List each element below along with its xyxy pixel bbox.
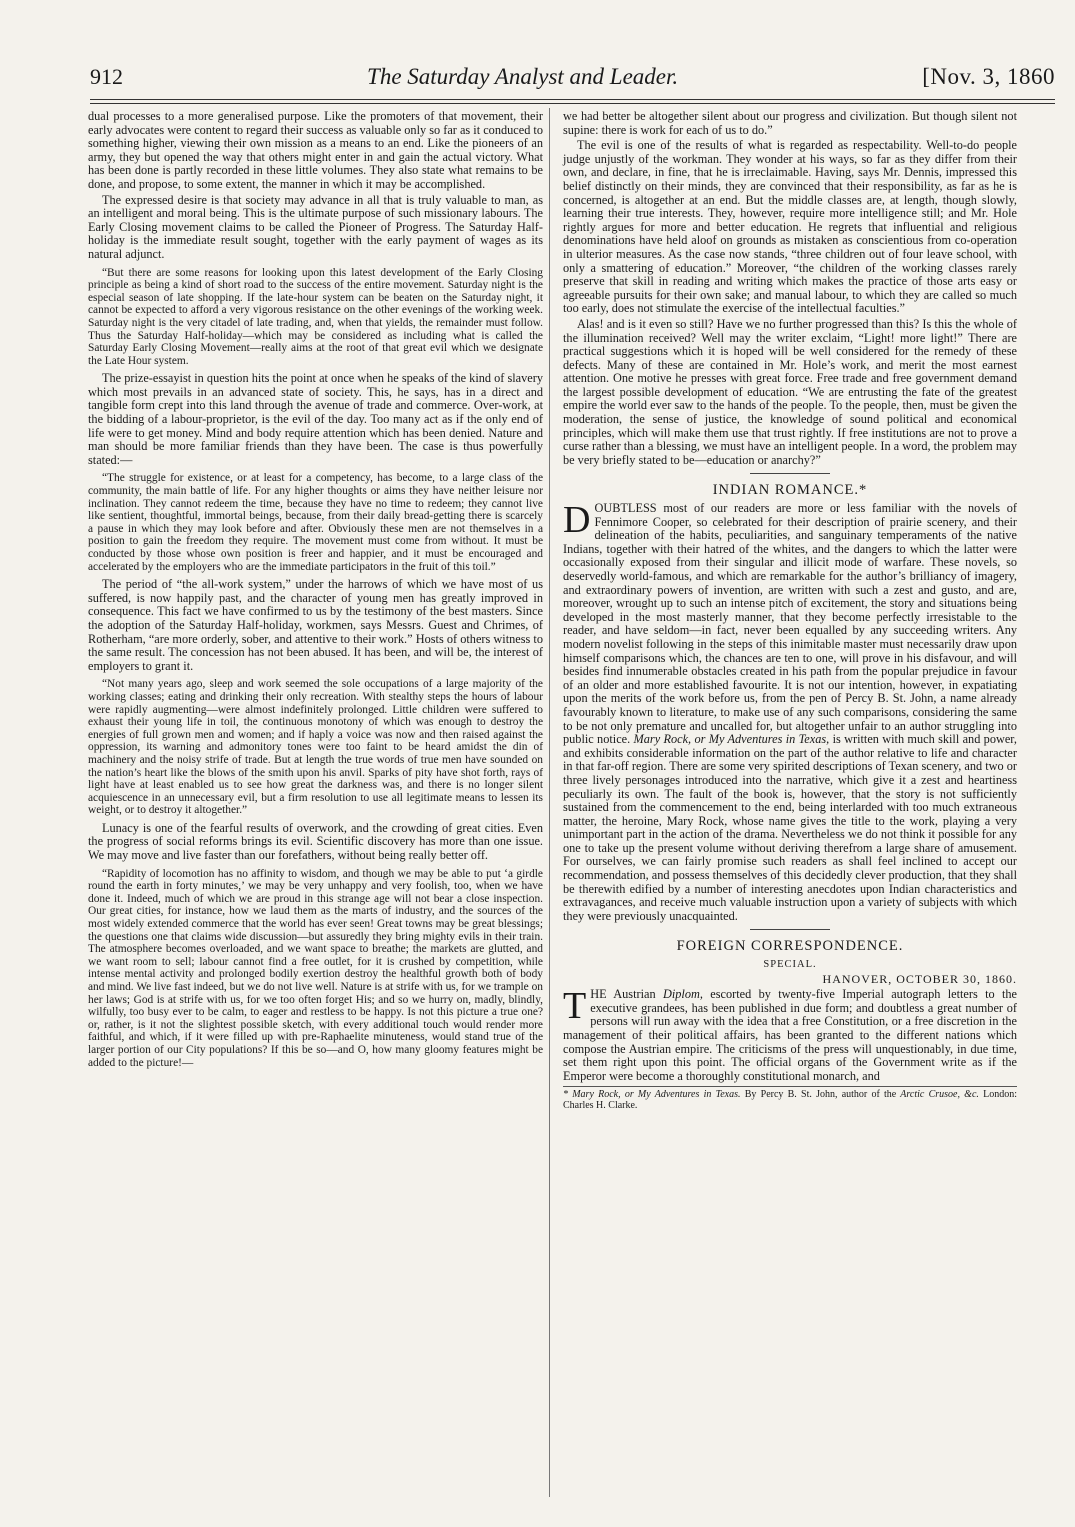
- issue-date: [Nov. 3, 1860: [922, 64, 1055, 89]
- header-rule-top: [90, 99, 1055, 100]
- block-quote: “But there are some reasons for looking upon this latest development of the Early Closing principle as being a kind of short road to the success of the entire movement. Saturday night is the especial season of late shopping. If the late-hour system can be beaten on the Saturday night, it cannot be expected to afford a very vigorous resistance on the other evenings of the working week. Saturday night is the very citadel of late trading, and, when that yields, the remainder must follow. Thus the Saturday Half-holiday—which may be considered as including what is called the Saturday Early Closing Movement—really aims at the root of that great evil which we designate the Late Hour system.: [88, 266, 543, 367]
- block-quote: “Rapidity of locomotion has no affinity to wisdom, and though we may be able to put ‘a girdle round the earth in forty minutes,’ we may be very unhappy and very foolish, too, when we have done it. Indeed, much of which we are proud in this strange age will not bear a close inspection. Our great cities, for instance, how we laud them as the marts of industry, and the sources of the most widely extended commerce that the world has ever seen! Great towns may be great blessings; the questions one that claims wide discussion—but assuredly they bring mighty evils in their train. The atmosphere becomes overloaded, and we want space to breathe; the markets are glutted, and we want room to sell; labour cannot find a free outlet, for it is crushed by competition, while intense mental activity and prolonged bodily exertion destroy the healthful growth both of body and mind. We live fast indeed, but we do not live well. Nature is at strife with us, for we trample on her laws; God is at strife with us, for we too often forget His; and so we hurry on, madly, blindly, wilfully, too busy ever to be calm, to eager and restless to be happy. Is not this picture a true one? or, rather, is it not the slightest possible sketch, with every additional touch would render more faithful, and which, if it were filled up with pre-Raphaelite minuteness, would stand true of the larger portion of our City populations? If this be so—and O, how many gloomy features might be added to the picture!—: [88, 867, 543, 1069]
- left-column: [88, 110, 543, 1074]
- article-text: OUBTLESS most of our readers are more or less familiar with the novels of Fennimore Cooper, so celebrated for their description of prairie scenery, and their delineation of the habits, peculiarities, and sanguinary temperaments of the native Indians, together with their hatred of the whites, and the dangers to which the latter were occasionally exposed from their singular and illicit mode of warfare. These novels, so deservedly world-famous, and which are remarkable for the author’s brilliancy of imagery, and extraordinary powers of invention, are written with such a zest and gusto, and are, moreover, wrought up to such an intense pitch of excitement, the story and situations being developed in the most masterly manner, that they become perfectly irresistable to the reader, and have seldom—in fact, never been equalled by any succeeding writers. Any modern novelist following in the steps of this inimitable master must necessarily draw upon himself comparisons which, the chances are ten to one, will prove in his disfavour, and will besides find innumerable obstacles created in his path from the popular prejudice in favour of an older and more established favourite. It is not our intention, however, in expatiating upon the merits of the work before us, from the pen of Percy B. St. John, a name already favourably known to literature, to make use of any such comparisons, considering the same to be not only premature and uncalled for, but altogether unfair to an author struggling into public notice.: [563, 501, 1017, 747]
- paragraph: Lunacy is one of the fearful results of overwork, and the crowding of great cities. Even the progress of social reforms brings its evil. Scientific discovery has more than one issue. We may move and live faster than our forefathers, without being really better off.: [88, 820, 543, 863]
- paragraph: The prize-essayist in question hits the point at once when he speaks of the kind of slavery which most prevails in an advanced state of society. This, he says, has in a direct and tangible form crept into this land through the avenue of trade and commerce. Over-work, at the bidding of a labour-proprietor, is the evil of the day. Too many act as if the only end of life were to get money. Mind and body require attention which has been denied. Nature and man should be more familiar friends than they have been. The case is thus powerfully stated:—: [88, 371, 543, 467]
- article-text: is written with much skill and power, and exhibits considerable information on the part of the author relative to life and character in that far-off region. There are some very spirited descriptions of Texan scenery, and two or three lively personages introduced into the narrative, which give it a zest and heartiness peculiarly its own. The fault of the book is, however, that the story is not sufficiently sustained from the commencement to the end, being interlarded with too much extraneous matter, the heroine, Mary Rock, whose name gives the title to the work, playing a very unimportant part in the action of the drama. Nevertheless we do not think it possible for any one to take up the present volume without deriving therefrom a large share of amusement. For ourselves, we can fairly promise such readers as shall feel inclined to accept our recommendation, and possess themselves of this decidedly clever production, that they shall be therewith edified by a number of interesting anecdotes upon Indian characteristics and extravagances, and receive much valuable instruction upon a variety of subjects with which they were previously unacquainted.: [563, 732, 1017, 923]
- section-divider: [750, 473, 830, 474]
- paragraph: The evil is one of the results of what is regarded as respectability. Well-to-do people judge unjustly of the workman. They wonder at his ways, so far as they differ from their own, and declare, in fine, that he is irreclaimable. Having, says Mr. Dennis, impressed this belief distinctly on their minds, they are convinced that their responsibility, as far as he is concerned, is altogether at an end. But the middle classes are, at length, though slowly, learning their true interests. They, however, require more intelligence still; and Mr. Hole rightly argues for more and better education. He regrets that influential and religious denominations have held aloof on grounds as mistaken as conscientious from co-operation in ulterior measures. As the case now stands, “three children out of four leave school, with only a smattering of education.” Moreover, “the children of the working classes rarely preserve that skill in reading and writing which makes the practice of those arts easy or agreeable pursuits for their own sake; and manual labour, to which they are called so much too early, does not stimulate the exercise of the intellectual faculties.”: [563, 138, 1017, 316]
- footnote-title: * Mary Rock, or My Adventures in Texas.: [563, 1089, 741, 1101]
- section-divider: [750, 929, 830, 930]
- header-rule-bottom: [90, 103, 1055, 104]
- paragraph: The period of “the all-work system,” under the harrows of which we have most of us suffered, is now happily past, and the character of young men has greatly improved in consequence. This fact we have confirmed to us by the testimony of the best masters. Since the adoption of the Saturday Half-holiday, workmen, says Messrs. Guest and Chrimes, of Rotherham, “are more orderly, sober, and attentive to their work.” Hosts of others witness to the same result. The concession has not been abused. It has been, and will be, the interest of employers to grant it.: [88, 577, 543, 673]
- footnote-text: By Percy B. St. John, author of the: [744, 1089, 897, 1101]
- drop-cap: D: [563, 499, 591, 542]
- article-body: [563, 985, 1018, 1083]
- paragraph: we had better be altogether silent about our progress and civilization. But though silent not supine: there is work for each of us to do.”: [563, 109, 1017, 137]
- article-heading-indian-romance: INDIAN ROMANCE.*: [712, 482, 868, 499]
- block-quote: “Not many years ago, sleep and work seemed the sole occupations of a large majority of the working classes; eating and drinking their only recreation. With stealthy steps the hours of labour were rapidly augmenting—were almost indefinitely prolonged. Little children were suffered to exhaust their young life in toil, the continuous monotony of which was enough to destroy the energies of full grown men and women; and if haply a voice was now and then raised against the oppression, its warning and admonitory tones were too faint to be heard amidst the din of machinery and the noisy strife of trade. But at length the true words of true men have sounded on the nation’s heart like the blows of the smith upon his anvil. Sparks of pity have shot forth, rays of light have at least enabled us to see how great the darkness was, and there is no longer silent acquiescence in an unnecessary evil, but a firm resolution to use all legitimate means to lessen its weight, or to destroy it altogether.”: [88, 678, 543, 817]
- drop-cap: T: [563, 985, 587, 1028]
- page-number: 912: [90, 64, 123, 89]
- running-head: The Saturday Analyst and Leader.: [367, 64, 679, 89]
- book-title: Mary Rock, or My Adventures in Texas,: [633, 732, 830, 747]
- article-text: escorted by twenty-five Imperial autograph letters to the executive grandees, has been published in due form; and doubtless a great number of persons will run away with the idea that a free Constitution, or a free discretion in the management of their political affairs, has been granted to the different nations which compose the Austrian empire. The criticisms of the press will unquestionably, in due time, set them right upon this point. The official organs of the Government write as if the Emperor were become a thoroughly constitutional monarch, and: [563, 987, 1018, 1083]
- right-column: [563, 110, 1017, 1111]
- subheading-special: SPECIAL.: [763, 959, 817, 971]
- paragraph: Alas! and is it even so still? Have we no further progressed than this? Is this the whole of the illumination received? Well may the writer exclaim, “Light! more light!” There are practical suggestions which it is hoped will be well considered for the remedy of these defects. Many of these are contained in Mr. Hole’s work, and merit the most earnest attention. One motive he presses with great force. Free trade and free government demand the largest possible development of education. “We are entrusting the fate of the greatest empire the world ever saw to the hands of the people. To the people, then, must be given the moderation, the sense of justice, the knowledge of sound political and economical principles, which will make them use that trust rightly. If free institutions are not to prove a curse rather than a blessing, we must have an intelligent people. In a word, the problem may be very briefly stated to be—education or anarchy?”: [563, 316, 1017, 467]
- footnote-title: Arctic Crusoe, &c.: [900, 1089, 979, 1101]
- block-quote: “The struggle for existence, or at least for a competency, has become, to a large class of the community, the main battle of life. For any higher thoughts or aims they have neither leisure nor inclination. They cannot redeem the time, because they have no time to redeem; they cannot live like sentient, thoughtful, immortal beings, because, from their daily bread-getting there is scarcely a pause in which they may look before and after. Obviously these men are not themselves in a position to gain the freedom they require. The movement must come from without. It must be conducted by those whose own position is freer and happier, and it must be encouraged and accelerated by the employers who are the immediate participators in the fruit of this toil.”: [88, 472, 543, 573]
- paragraph: dual processes to a more generalised purpose. Like the promoters of that movement, their early advocates were content to regard their success as valuable only so far as it conduced to something higher, viewing their own mission as a means to an end. Like the pioneers of an army, they but opened the way that others might enter in and gain the actual victory. What has been done is partly recorded in these little volumes. They also state what remains to be done, and propose, to some extent, the manner in which it may be accomplished.: [88, 109, 543, 191]
- paragraph: The expressed desire is that society may advance in all that is truly valuable to man, as an intelligent and moral being. This is the ultimate purpose of such missionary labours. The Early Closing movement claims to be called the Pioneer of Progress. The Saturday Half-holiday is the immediate result sought, together with the early payment of wages as its natural adjunct.: [88, 192, 543, 261]
- dateline: HANOVER, OCTOBER 30, 1860.: [822, 971, 1017, 986]
- page-header: [90, 64, 1055, 98]
- column-divider: [549, 108, 550, 1497]
- footnote: [563, 1086, 1017, 1111]
- article-text: HE Austrian: [590, 987, 656, 1002]
- footnote-text: London: Charles H. Clarke.: [563, 1089, 1018, 1112]
- article-heading-foreign-correspondence: FOREIGN CORRESPONDENCE.: [676, 938, 904, 955]
- document-title: Diplom,: [662, 987, 703, 1002]
- article-body: [563, 499, 1017, 923]
